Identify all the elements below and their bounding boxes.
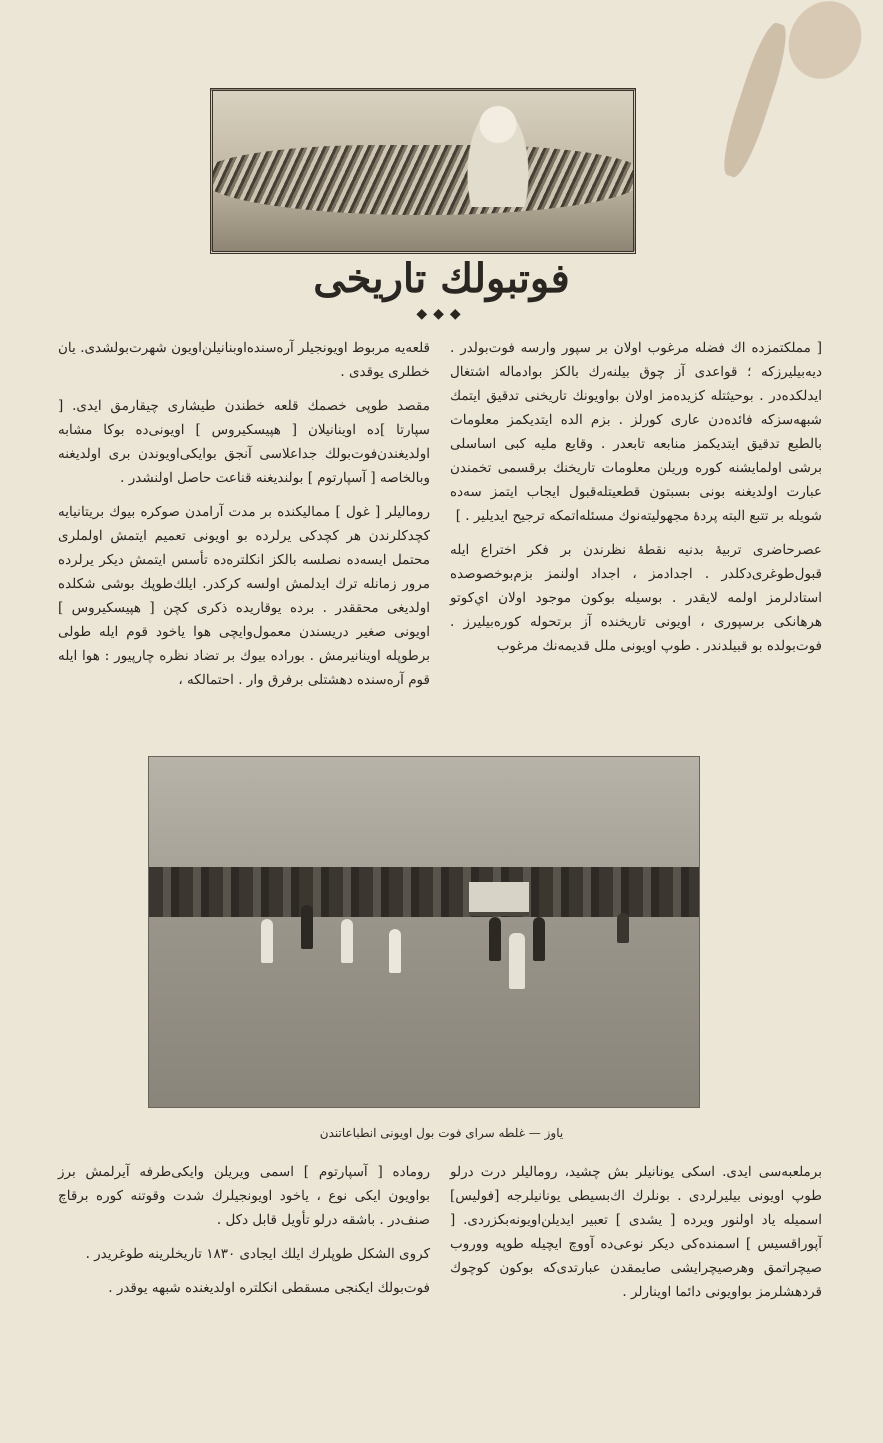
- grandstand: [469, 882, 529, 916]
- paragraph: فوت‌بولك ايكنجى مسقطى انكلتره اولديغنده شبهه يوقدر .: [108, 1280, 430, 1296]
- paragraph: برملعبه‌سى ايدى. اسكى يونانيلر بش چشيد، روماليلر درت درلو طوپ اويونى بيليرلردى . بونلرك اك‌بسيطى يونانيلرجه [فوليس] اسميله ياد اولنور ويرده [ يشدى ] تعبير ايديلن‌اويونه‌بكزردى. [ آپوراقسيس ] اسمنده‌كى ديكر نوعى‌ده آووچ ايچيله طوپه ووروب صيچراتمق وهرصيچرايشى صايمقدن عبارتدى‌كه بوكون كوچوك قردهشلرمز بواويونى دائما اوينارلر .: [450, 1164, 822, 1300]
- ink-stain: [716, 19, 794, 180]
- ink-stain: [775, 0, 876, 92]
- player: [341, 919, 353, 963]
- player: [261, 919, 273, 963]
- player: [389, 929, 401, 973]
- player: [533, 917, 545, 961]
- article-title: فوتبولك تاريخى: [313, 255, 570, 302]
- paragraph: عصرحاضرى تربيهٔ بدنيه نقطهٔ نظرندن بر فكر اختراع ايله قبول‌طوغرى‌دكلدر . اجدادمز ، اجداد اولنمز بزم‌بوخصوصده استادلرمز اولمه لايقدر . بوسيله بوكون موجود اولان اي‌كوتو هرهانكى برسپورى ، اويونى تاريخنده آز برتحوله كوره‌بيليرز . فوت‌بولده بو قبيلدندر . طوپ اويونى ملل قديمه‌نك مرغوب: [450, 542, 822, 654]
- paragraph: مقصد طوپى خصمك قلعه خطندن طيشارى چيقارمق ايدى. [ سپارتا ]ده اوينانيلان [ هپيسكيروس ] اويونى‌ده بوكا مشابه اولديغندن‌فوت‌بولك جداعلاسى آنجق بوايكى‌اويوندن برى اولديغنه وبالخاصه [ آسپارتوم ] بولنديغنه قناعت حاصل اولنشدر .: [58, 398, 430, 486]
- player: [489, 917, 501, 961]
- paragraph: كروى الشكل طوپلرك ايلك ايجادى ١٨٣٠ تاريخلرينه طوغريدر .: [85, 1246, 430, 1262]
- player: [301, 905, 313, 949]
- decorative-header-vignette: [210, 88, 636, 254]
- photo-caption: ياوز — غلطه سراى فوت بول اويونى انطباعاتندن: [319, 1126, 564, 1140]
- paragraph: [ مملكتمزده اك فضله مرغوب اولان بر سپور وارسه فوت‌بولدر . ديه‌بيليرزكه ؛ قواعدى آز چوق بيلنه‌رك بالكز بوادماله اشتغال ايدلكده‌در . بوحيثتله كزيده‌مز اولان بواويونك تاريخنى تدقيق ايتمك شبهه‌سزكه فائده‌دن عارى كورلز . بزم الده ايتديكمز معلومات بالطبع تدقيق ايتديكمز منابعه تابعدر . وقايع مليه كبى اساسلى برشى اولمايشنه كوره وريلن معلومات تاريخنك برقسمى تخمندن عبارت اولديغنه بونى بسبتون قطعيتله‌قبول ايجاب ايتمز سه‌ده شويله بر تتبع البته پردهٔ مجهوليته‌نوك مسئله‌اتمكه ترجيح ايديلير . ]: [450, 340, 822, 524]
- column-top-right: [450, 336, 822, 668]
- paragraph: روماده [ آسپارتوم ] اسمى ويريلن وايكى‌طرفه آيرلمش برز بواويون ايكى نوع ، ياخود اويونجيلرك شدت وقوتنه كوره برقاچ صنف‌در . باشقه درلو تأويل قابل دكل .: [58, 1164, 430, 1228]
- column-bottom-right: [450, 1160, 822, 1314]
- title-ornament: ◆◆◆: [416, 306, 467, 322]
- paragraph: روماليلر [ غول ] مماليكنده بر مدت آرامدن صوكره بيوك بريتانيايه كچدكلرندن هر كچدكى يرلرده بو اويونى تعميم ايتمش اولملرى محتمل ايسه‌ده نصلسه بالكز انكلتره‌ده تأسس ايتمش ديكر يرلرده مرور زمانله ترك ايدلمش اولسه كركدر. ايلك‌طوپك بوشى شكلده اولديغى محققدر . برده يوقاريده ذكرى كچن [ هپيسكيروس ] اويونى صغير دريسندن معمول‌وايچى هوا ياخود قوم ايله طولى برطوپله اوينانيرمش . بوراده بيوك بر تضاد نظره چارپيور : هوا ايله قوم آره‌سنده دهشتلى برفرق وار . احتمالكه ،: [58, 504, 430, 688]
- cherub-figure: [463, 97, 533, 207]
- player: [617, 913, 629, 943]
- column-bottom-left: [58, 1160, 430, 1310]
- paragraph: قلعه‌يه مربوط اويونجيلر آره‌سنده‌اوبنانيلن‌اويون شهرت‌بولشدى. يان خطلرى يوقدى .: [58, 340, 430, 380]
- pine-branch-ornament: [210, 145, 636, 215]
- player: [509, 933, 525, 989]
- football-match-photo: [148, 756, 700, 1108]
- column-top-left: [58, 336, 430, 702]
